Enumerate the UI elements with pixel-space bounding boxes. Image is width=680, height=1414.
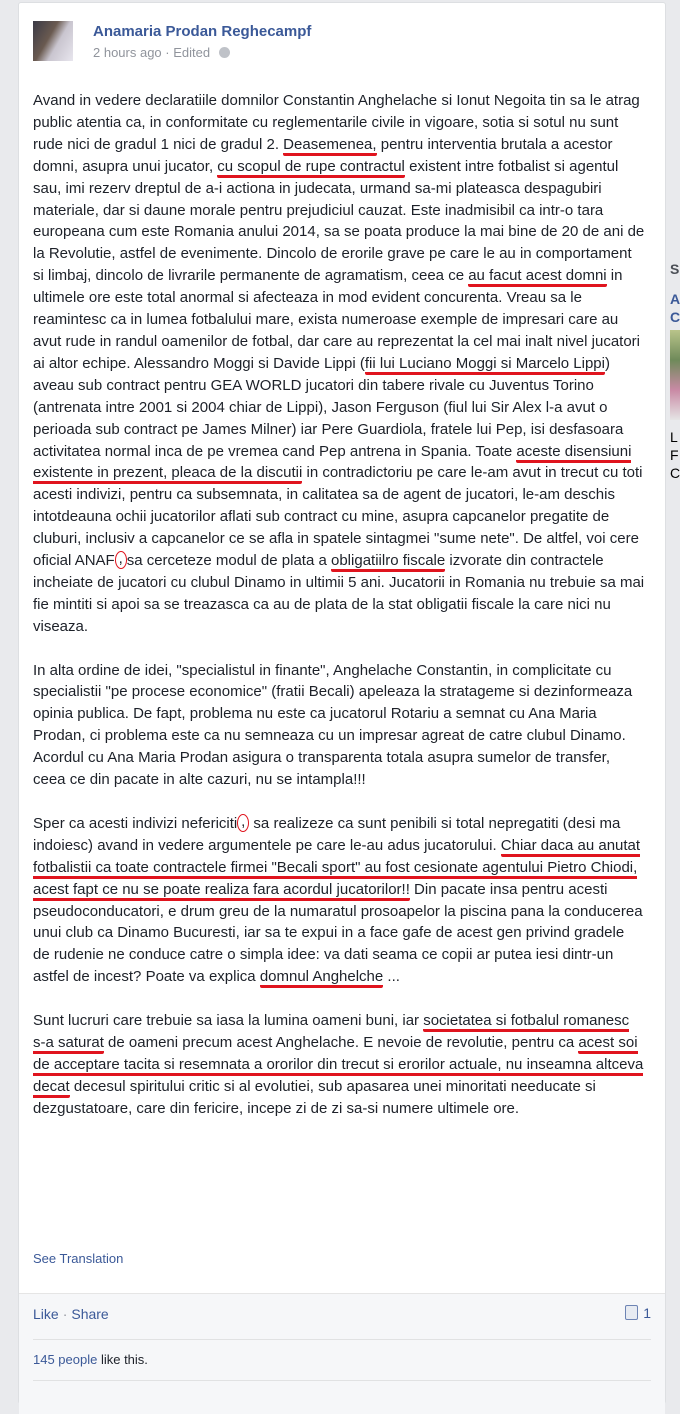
see-translation-link[interactable]: See Translation xyxy=(33,1251,124,1266)
post-text: In alta ordine de idei, "specialistul in finante", Anghelache Constantin, in complicitate cu specialistii "pe procese economice" (fratii Becali) apeleaza la stratageme si dezinformeaza opinia publica. De fapt, problema nu este ca jucatorul Rotariu a semnat cu Ana Maria Prodan, ci problema este ca nu semneaza cu un impresar agreat de catre clubul Dinamo. Acordul cu Ana Maria Prodan asigura o transparenta totala asupra sumelor de transfer, ceea ce din pacate in alte cazuri, nu se intampla!!! xyxy=(33,661,633,789)
red-underline-annotation: fii lui Luciano Moggi si Marcelo Lippi xyxy=(365,355,605,375)
red-underline-annotation: obligatiilro fiscale xyxy=(331,552,445,572)
post-text: existent intre fotbalist si agentul sau, imi rezerv dreptul de a-i actiona in judecata, urmand sa-mi plateasca despagubiri materiale, dar si daune morale pentru prejudiciul cauzat. Este inadmisibil ca intr-o tara europeana cum este Romania anului 2014, sa se poata produce la mai bine de 20 de ani de la Revolutie, astfel de evenimente. Dincolo de erorile grave pe care le au in comportament si limbaj, dincolo de livrarile permanente de agramatism, ceea ce xyxy=(33,157,645,285)
sidebar-link[interactable]: C xyxy=(670,309,680,325)
sidebar-heading: S xyxy=(670,261,680,277)
post-text: Sper ca acesti indivizi nefericiti xyxy=(33,814,238,832)
meta-dot: · xyxy=(165,45,170,60)
post-text: Avand in vedere declaratiile domnilor Constantin Anghelache si Ionut Negoita tin sa le atrag public atentia ca, in conformitate cu reglementarile civile in vigoare, sotia si sotul nu sunt rude nici de gradul 1 nici de gradul 2. xyxy=(33,92,640,153)
post-text: ) aveau sub contract pentru GEA WORLD jucatori din tabere rivale cu Juventus Torino (antrenata intre 2001 si 2004 chiar de Lippi), Jason Ferguson (fiul lui Sir Alex l-a avut o perioada sub contract pe James Milner) iar Pere Guardiola, fratele lui Pep, isi desfasoara activitatea normal inca de pe vremea cand Pep antrena in Spania. Toate xyxy=(33,354,624,460)
post-paragraph xyxy=(33,660,645,791)
sidebar-image[interactable] xyxy=(670,330,680,420)
sidebar-text: L xyxy=(670,429,678,445)
likes-link[interactable]: 145 people xyxy=(33,1352,98,1367)
like-button[interactable]: Like xyxy=(33,1306,59,1322)
divider xyxy=(33,1339,651,1340)
post-text: ... xyxy=(383,968,400,986)
red-underline-annotation: aceste disensiuni existente in prezent, pleaca de la discutii xyxy=(33,443,631,485)
post-text: in contradictoriu pe care le-am avut in trecut cu toti acesti indivizi, pentru ca subsemnata, in calitatea sa de agent de jucatori, le-am deschis intotdeauna ochii jucatorilor aflati sub contract cu mine, asupra capcanelor pregatite de cluburi, inclusiv a capcanelor ce se afla in spatele sintagmei "sume nete". De altfel, voi cere oficial ANAF xyxy=(33,464,643,570)
post-text: izvorate din contractele incheiate de jucatori cu clubul Dinamo in ultimii 5 ani. Jucatorii in Romania nu trebuie sa mai fie mintiti si apoi sa se treazasca ca au de plata de la stat obligatii fiscale la care nici nu viseaza. xyxy=(33,552,645,635)
comment-icon xyxy=(625,1305,638,1320)
post-time[interactable]: 2 hours ago xyxy=(93,45,162,60)
red-underline-annotation: Chiar daca au anutat fotbalistii ca toate contractele firmei "Becali sport" au fost cesionate agentului Pietro Chiodi, acest fapt ce nu se poate realiza fara acordul jucatorilor!! xyxy=(33,837,640,901)
sidebar-text: C xyxy=(670,465,680,481)
comment-count: 1 xyxy=(643,1305,651,1321)
post-text: in ultimele ore este total anormal si afecteaza in mod evident concurenta. Vreau sa le reamintesc ca in lumea fotbalului mare, exista numeroase exemple de impresari care au avut rude in randul oamenilor de fotbal, dar care au reprezentat la cel mai inalt nivel jucatori ai altor echipe. Alessandro Moggi si Davide Lippi ( xyxy=(33,267,641,372)
post-body xyxy=(33,90,645,1141)
sidebar-link[interactable]: A xyxy=(670,291,680,307)
post-paragraph xyxy=(33,1010,645,1120)
post-card xyxy=(18,2,666,1404)
post-text: sa cerceteze modul de plata a xyxy=(126,552,331,570)
sidebar-text: F xyxy=(670,447,679,463)
right-sidebar xyxy=(670,260,680,482)
share-button[interactable]: Share xyxy=(71,1306,109,1322)
red-underline-annotation: acest soi de acceptare tacita si resemnata a ororilor din trecut si erorilor actuale, nu inseamna altceva decat xyxy=(33,1034,643,1098)
red-underline-annotation: au facut acest domni xyxy=(468,267,606,287)
post-actions xyxy=(33,1306,109,1322)
red-underline-annotation: domnul Anghelche xyxy=(260,968,383,988)
avatar[interactable] xyxy=(33,21,73,61)
red-underline-annotation: Deasemenea, xyxy=(283,136,376,156)
likes-text: like this. xyxy=(97,1352,148,1367)
red-circle-annotation: , xyxy=(115,551,127,569)
post-text: de oameni precum acest Anghelache. E nevoie de revolutie, pentru ca xyxy=(103,1033,579,1051)
post-text: pentru interventia brutala a acestor domni, asupra unui jucator, xyxy=(33,135,613,175)
comment-count-button[interactable] xyxy=(625,1305,651,1321)
post-text: Din pacate insa pentru acesti pseudoconducatori, e drum greu de la numaratul prosoapelor la piscina pana la conducerea unui club ca Dinamo Bucuresti, iar sa te expui in a face gafe de acest gen privind gradele de rudenie ne conduce catre o simpla idee: va dati seama ce copii ar putea iesi dintr-un astfel de incest? Poate va explica xyxy=(33,880,643,986)
separator-dot: · xyxy=(62,1306,68,1322)
post-text: decesul spiritului critic si al evolutiei, sub apasarea unei minoritati needucate si dezgustatoare, care din fericire, incepe zi de zi sa-si numere ultimele ore. xyxy=(33,1077,596,1117)
red-circle-annotation: , xyxy=(237,814,249,832)
post-paragraph xyxy=(33,813,645,988)
divider xyxy=(33,1380,651,1381)
post-text: Sunt lucruri care trebuie sa iasa la lumina oameni buni, iar xyxy=(33,1012,424,1030)
author-name[interactable]: Anamaria Prodan Reghecampf xyxy=(93,23,312,40)
post-footer xyxy=(19,1293,665,1414)
red-underline-annotation: societatea si fotbalul romanesc s-a saturat xyxy=(33,1012,629,1054)
red-underline-annotation: cu scopul de rupe contractul xyxy=(217,158,405,178)
post-meta xyxy=(93,45,230,60)
likes-summary xyxy=(33,1352,148,1367)
post-paragraph xyxy=(33,90,645,638)
edited-label[interactable]: Edited xyxy=(173,45,211,60)
post-text: sa realizeze ca sunt penibili si total nepregatiti (desi ma indoiesc) avand in vedere argumentele pe care le-au adus jucatorului. xyxy=(33,814,621,854)
globe-icon[interactable] xyxy=(219,47,230,58)
